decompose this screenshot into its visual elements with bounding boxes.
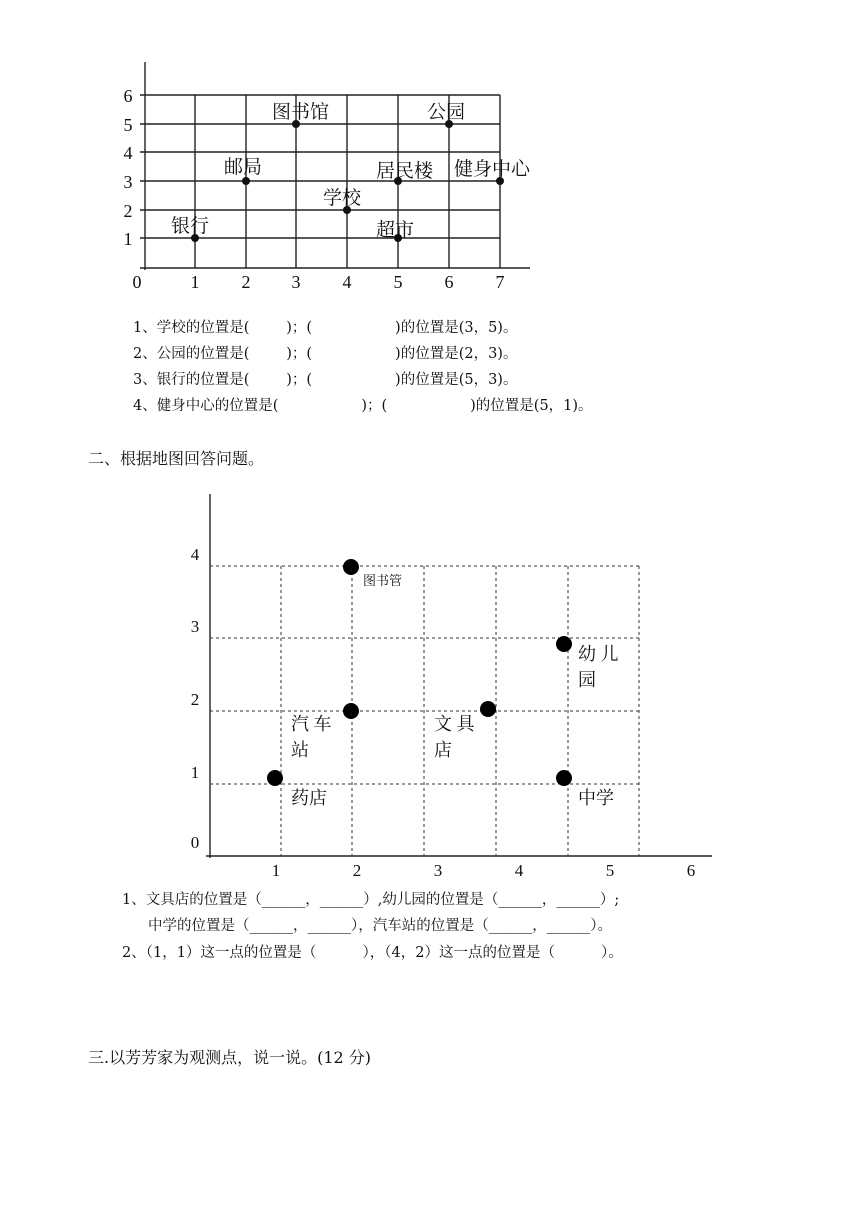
- x-tick-label: 4: [514, 861, 524, 880]
- section2-question-2: 2、（1，1）这一点的位置是（ ），（4，2）这一点的位置是（ ）。: [122, 945, 623, 961]
- x-tick-label: 5: [393, 272, 403, 292]
- section1-question-3: 3、银行的位置是( )；( )的位置是(5，3)。: [133, 372, 518, 388]
- x-tick-label: 2: [241, 272, 251, 292]
- x-tick-label: 3: [291, 272, 301, 292]
- x-tick-label: 4: [342, 272, 352, 292]
- place-label: 中学: [578, 788, 614, 808]
- place-label: 幼 儿: [578, 644, 619, 664]
- y-tick-label: 6: [123, 86, 133, 106]
- grid-map-1: [0, 0, 860, 310]
- y-tick-label: 1: [123, 229, 133, 249]
- section3-heading: 三.以芳芳家为观测点，说一说。(12 分): [88, 1048, 372, 1067]
- section2-question-1b: 中学的位置是（______，______），汽车站的位置是（______，______）。: [148, 918, 612, 934]
- place-point: [480, 701, 496, 717]
- y-tick-label: 1: [190, 763, 200, 782]
- x-tick-label: 7: [495, 272, 505, 292]
- x-tick-label: 6: [686, 861, 696, 880]
- place-label: 居民楼: [376, 161, 434, 182]
- place-point: [242, 177, 250, 185]
- x-tick-label: 3: [433, 861, 443, 880]
- grid-map-2: [0, 480, 860, 880]
- section2-heading: 二、根据地图回答问题。: [88, 449, 265, 468]
- x-tick-label: 5: [605, 861, 615, 880]
- section1-question-1: 1、学校的位置是( )；( )的位置是(3，5)。: [133, 320, 518, 336]
- place-label: 健身中心: [454, 159, 531, 180]
- place-label: 图书管: [363, 573, 403, 588]
- x-tick-label: 2: [352, 861, 362, 880]
- section1-question-4: 4、健身中心的位置是( )；( )的位置是(5，1)。: [133, 398, 593, 414]
- y-tick-label: 4: [123, 143, 133, 163]
- place-point: [267, 770, 283, 786]
- y-tick-label: 2: [123, 201, 133, 221]
- y-tick-label: 5: [123, 115, 133, 135]
- section1-question-2: 2、公园的位置是( )；( )的位置是(2，3)。: [133, 346, 518, 362]
- x-tick-label: 1: [271, 861, 281, 880]
- y-tick-label: 2: [190, 690, 200, 709]
- place-label: 邮局: [224, 157, 263, 178]
- grid-2-labels: [191, 545, 696, 880]
- place-point: [343, 703, 359, 719]
- y-tick-label: 3: [190, 617, 200, 636]
- place-label-line2: 园: [578, 670, 596, 690]
- place-point: [556, 636, 572, 652]
- place-label: 文 具: [434, 714, 475, 734]
- place-label: 图书馆: [272, 102, 330, 123]
- place-label-line2: 站: [291, 740, 309, 760]
- y-tick-label: 3: [123, 172, 133, 192]
- place-label: 超市: [376, 220, 415, 241]
- x-tick-label: 1: [190, 272, 200, 292]
- x-tick-label: 0: [132, 272, 142, 292]
- y-tick-label: 4: [190, 545, 200, 564]
- grid-2-lines: [206, 494, 712, 858]
- section2-question-1a: 1、文具店的位置是（______，______）,幼儿园的位置是（______，______）;: [122, 892, 620, 908]
- place-label-line2: 店: [434, 740, 452, 760]
- place-label: 药店: [291, 788, 327, 808]
- x-tick-label: 6: [444, 272, 454, 292]
- place-label: 银行: [171, 216, 210, 237]
- place-label: 汽 车: [291, 714, 332, 734]
- grid-1-labels: [124, 86, 532, 292]
- place-label: 公园: [427, 102, 466, 123]
- place-label: 学校: [323, 188, 362, 209]
- y-tick-label: 0: [190, 833, 200, 852]
- place-point: [556, 770, 572, 786]
- place-point: [343, 559, 359, 575]
